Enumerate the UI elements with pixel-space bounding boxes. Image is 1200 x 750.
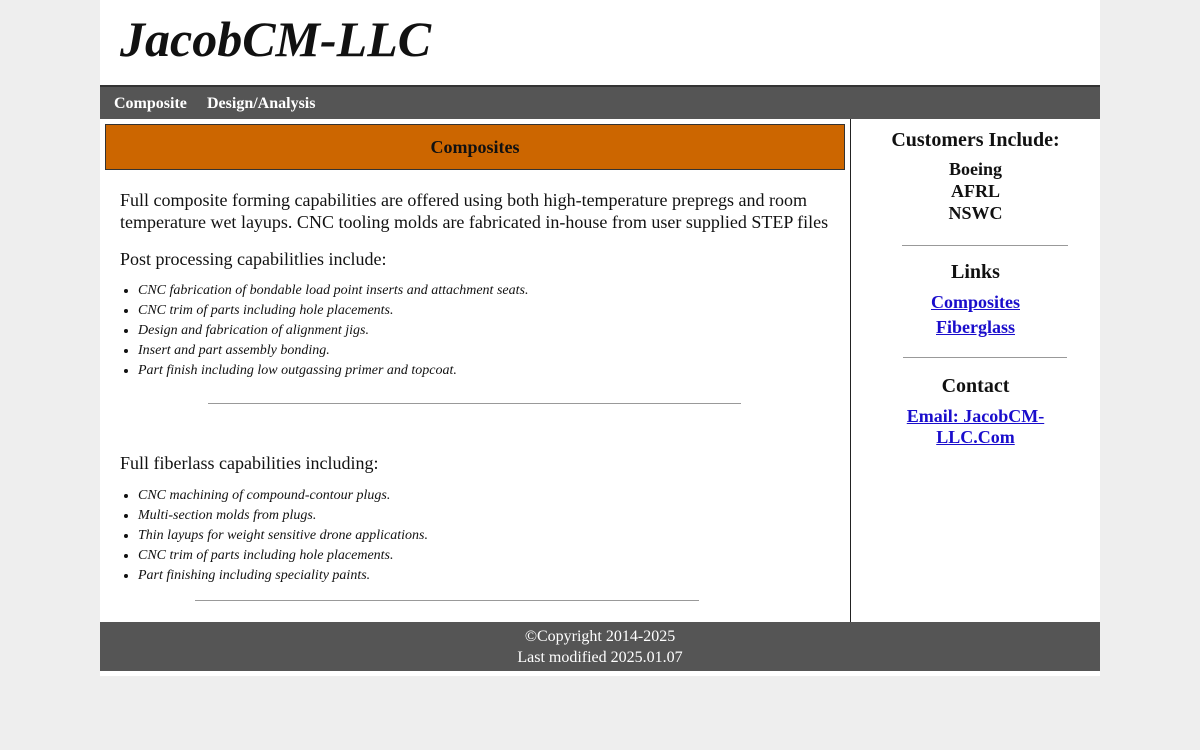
site-title: JacobCM-LLC xyxy=(120,11,432,67)
intro-paragraph: Full composite forming capabilities are offered using both high-temperature prepregs and room temperature wet layups. CNC tooling molds are fabricated in-house from user supplied STEP files xyxy=(120,190,829,232)
navbar xyxy=(100,85,1100,119)
links-heading: Links xyxy=(951,261,1000,283)
composite-list-heading: Post processing capabilitlies include: xyxy=(120,249,387,269)
contact-email-line-1: Email: JacobCM- xyxy=(906,406,1045,426)
divider xyxy=(208,403,741,404)
contact-email-link[interactable] xyxy=(851,406,1100,448)
site-header xyxy=(100,0,1100,85)
list-item: • CNC trim of parts including hole placements. xyxy=(138,546,428,566)
contact-heading: Contact xyxy=(941,375,1010,397)
fiberglass-list-heading: Full fiberlass capabilities including: xyxy=(120,453,379,473)
list-item: • Thin layups for weight sensitive drone applications. xyxy=(138,526,428,546)
footer xyxy=(100,622,1100,671)
page-container xyxy=(100,0,1100,676)
list-item: • Part finishing including speciality paints. xyxy=(138,566,428,586)
customer-item: Boeing xyxy=(948,159,1002,179)
link-composites[interactable]: Composites xyxy=(931,292,1020,312)
customer-item: AFRL xyxy=(951,181,1000,201)
list-item: • Insert and part assembly bonding. xyxy=(138,341,528,361)
fiberglass-capabilities-list xyxy=(120,486,428,586)
list-item: • CNC fabrication of bondable load point inserts and attachment seats. xyxy=(138,281,528,301)
divider xyxy=(903,357,1067,358)
contact-email-line-2: LLC.Com xyxy=(936,427,1015,447)
customers-list xyxy=(851,158,1100,224)
divider xyxy=(195,600,699,601)
list-item: • Design and fabrication of alignment jigs. xyxy=(138,321,528,341)
nav-link-composite[interactable]: Composite xyxy=(114,95,187,112)
divider xyxy=(902,245,1068,246)
main-content xyxy=(100,119,850,622)
list-item: • Multi-section molds from plugs. xyxy=(138,506,428,526)
nav-link-design-analysis[interactable]: Design/Analysis xyxy=(207,95,316,112)
sidebar xyxy=(850,119,1100,622)
composite-capabilities-list xyxy=(120,281,528,381)
customers-heading: Customers Include: xyxy=(891,129,1060,151)
list-item: • Part finish including low outgassing primer and topcoat. xyxy=(138,361,528,381)
list-item: • CNC trim of parts including hole placements. xyxy=(138,301,528,321)
customer-item: NSWC xyxy=(948,203,1003,223)
list-item: • CNC machining of compound-contour plugs. xyxy=(138,486,428,506)
link-fiberglass[interactable]: Fiberglass xyxy=(936,317,1015,337)
footer-last-modified: Last modified 2025.01.07 xyxy=(517,649,683,666)
footer-copyright: ©Copyright 2014-2025 xyxy=(524,628,676,645)
section-banner: Composites xyxy=(105,124,845,170)
